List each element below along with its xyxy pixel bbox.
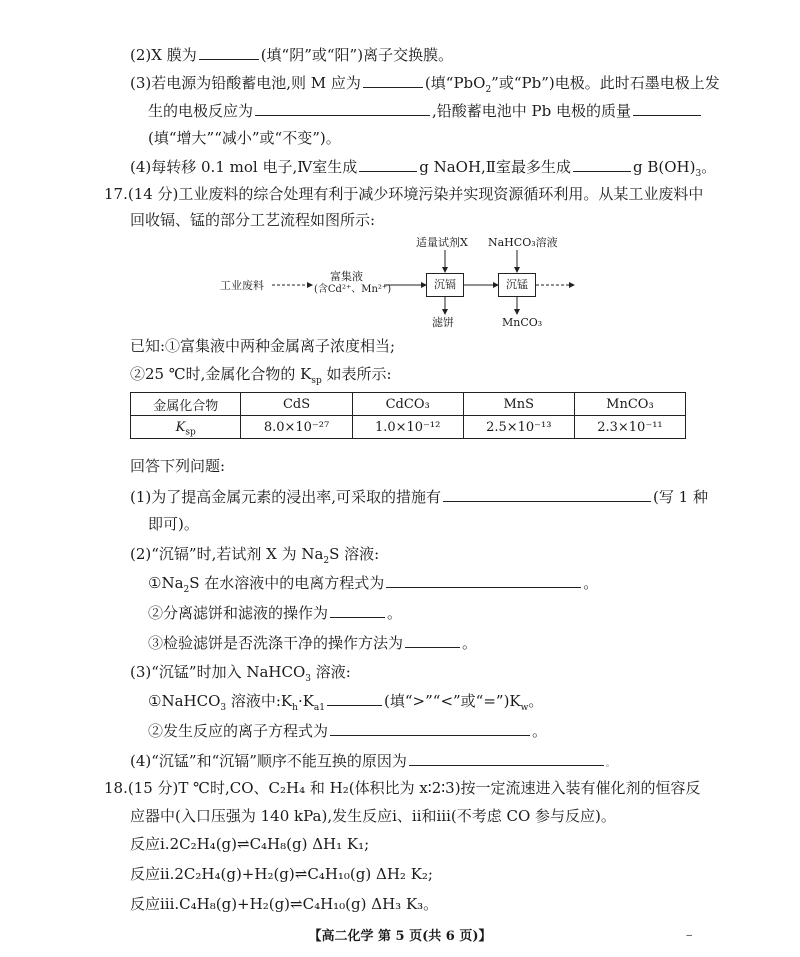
q17-part1: (1)为了提高金属元素的浸出率,可采取的措施有 (写 1 种: [130, 488, 708, 506]
q17-part3: (3)“沉锰”时加入 NaHCO$_3$ 溶液:: [130, 663, 351, 684]
q17-part3-ii: ②发生反应的离子方程式为 。: [148, 722, 548, 740]
q18-header-line2: 应器中(入口压强为 140 kPa),发生反应ⅰ、ⅱ和ⅲ(不考虑 CO 参与反应)。: [130, 807, 616, 825]
q16-part4: (4)每转移 0.1 mol 电子,Ⅳ室生成 g NaOH,Ⅱ室最多生成 g $B(OH)_3$。: [130, 158, 717, 179]
table-header-cell: MnCO₃: [574, 393, 685, 416]
table-cell: 8.0×10⁻²⁷: [241, 416, 352, 439]
answer-blank[interactable]: [363, 72, 423, 88]
answer-blank[interactable]: [255, 100, 430, 116]
table-row: [131, 416, 686, 439]
process-flow-diagram: [220, 228, 600, 328]
box-mn-precipitation: 沉锰: [498, 273, 536, 297]
table-cell: 2.5×10⁻¹³: [463, 416, 574, 439]
table-cell: 2.3×10⁻¹¹: [574, 416, 685, 439]
table-header-cell: MnS: [463, 393, 574, 416]
q17-part2-iii: ③检验滤饼是否洗涤干净的操作方法为 。: [148, 634, 478, 652]
label-rich-liquid-contents: (含Cd²⁺、Mn²⁺): [314, 284, 392, 295]
answer-blank[interactable]: [327, 690, 382, 706]
page-footer: 【高二化学 第 5 页(共 6 页)】: [308, 929, 492, 944]
answer-blank[interactable]: [199, 44, 259, 60]
q17-part2-i: $①Na_2S$ 在水溶液中的电离方程式为 。: [148, 574, 599, 595]
q16-part3-line3: (填“增大”“减小”或“不变”)。: [148, 129, 341, 147]
label-filter-cake: 滤饼: [432, 316, 454, 329]
answer-blank[interactable]: [405, 632, 460, 648]
q17-part1-line2: 即可)。: [148, 515, 199, 533]
answer-blank[interactable]: [443, 486, 651, 502]
answer-blank[interactable]: [330, 720, 530, 736]
q18-reaction-1: 反应ⅰ.2C₂H₄(g)⇌C₄H₈(g) ΔH₁ K₁;: [130, 835, 370, 853]
q16-part3-line2: 生的电极反应为 ,铅酸蓄电池中 Pb 电极的质量: [148, 100, 703, 120]
answer-blank[interactable]: [359, 156, 417, 172]
label-mnco3: MnCO₃: [502, 316, 543, 329]
label-rich-liquid: 富集液: [330, 270, 363, 283]
label-reagent-x: 适量试剂X: [416, 236, 468, 249]
box-cd-precipitation: 沉镉: [426, 273, 464, 297]
answer-blank[interactable]: [573, 156, 631, 172]
ksp-table: [130, 392, 686, 439]
table-header-row: [131, 393, 686, 416]
answer-blank[interactable]: [386, 572, 581, 588]
q18-reaction-2: 反应ⅱ.2C₂H₄(g)+H₂(g)⇌C₄H₁₀(g) ΔH₂ K₂;: [130, 865, 433, 883]
q18-reaction-3: 反应ⅲ.C₄H₈(g)+H₂(g)⇌C₄H₁₀(g) ΔH₃ K₃。: [130, 895, 439, 913]
answer-blank[interactable]: [330, 602, 385, 618]
corner-mark: ‒: [686, 930, 693, 941]
label-reagent-nahco3: NaHCO₃溶液: [488, 236, 558, 249]
q17-part4: (4)“沉锰”和“沉镉”顺序不能互换的原因为 。: [130, 752, 614, 770]
q17-part3-i: ①NaHCO$_3$ 溶液中$:K_h\cdot K_{a1}$ (填“>”“<”或“$=”)K_w$。: [148, 692, 544, 713]
q17-answer-prompt: 回答下列问题:: [130, 457, 226, 475]
answer-blank[interactable]: [409, 750, 604, 766]
table-row-label: $K_{sp}$: [131, 416, 241, 439]
q18-header: 18.(15 分)T ℃时,CO、C₂H₄ 和 H₂(体积比为 x∶2∶3)按一定流速进入装有催化剂的恒容反: [104, 779, 701, 797]
q17-header-line2: 回收镉、锰的部分工艺流程如图所示:: [130, 211, 376, 229]
q16-part2: (2)X 膜为 (填“阴”或“阳”)离子交换膜。: [130, 46, 454, 64]
table-header-cell: CdS: [241, 393, 352, 416]
label-feed: 工业废料: [220, 279, 264, 292]
answer-blank[interactable]: [633, 100, 701, 116]
q17-known-2: ②25 ℃时,金属化合物的 $K_{sp}$ 如表所示:: [130, 365, 392, 386]
q17-header: 17.(14 分)工业废料的综合处理有利于减少环境污染并实现资源循环利用。从某工业废料中: [104, 185, 704, 203]
table-header-cell: CdCO₃: [352, 393, 463, 416]
q17-known-1: 已知:①富集液中两种金属离子浓度相当;: [130, 337, 396, 355]
table-cell: 1.0×10⁻¹²: [352, 416, 463, 439]
table-header-cell: 金属化合物: [131, 393, 241, 416]
q17-part2-ii: ②分离滤饼和滤液的操作为 。: [148, 604, 403, 622]
q16-part3: (3)若电源为铅酸蓄电池,则 M 应为 (填“PbO$_2$”或“Pb”)电极。此时石墨电极上发: [130, 74, 720, 95]
q17-part2: (2)“沉镉”时,若试剂 X 为 $Na_2S$ 溶液:: [130, 545, 380, 566]
